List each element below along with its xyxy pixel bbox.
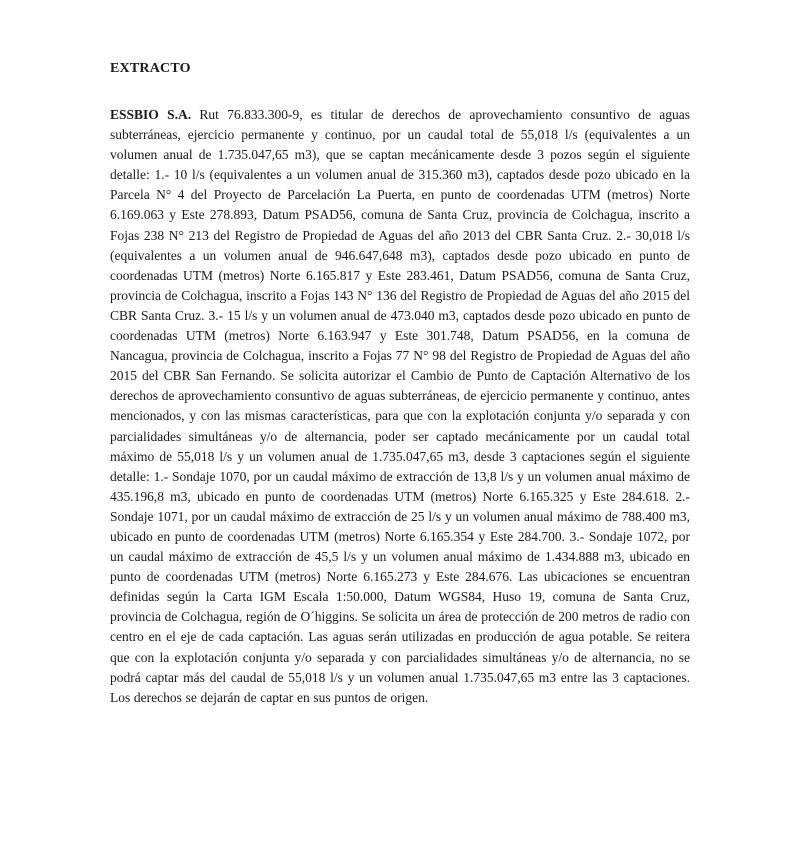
company-name: ESSBIO S.A. (110, 107, 192, 122)
document-paragraph (110, 105, 690, 708)
paragraph-text: Rut 76.833.300-9, es titular de derechos de aprovechamiento consuntivo de aguas subterráneas, ejercicio permanente y continuo, por un caudal total de 55,018 l/s (equivalentes a un volumen anual de 1.735.047,65 m3), que se captan mecánicamente desde 3 pozos según el siguiente detalle: 1.- 10 l/s (equivalentes a un volumen anual de 315.360 m3), captados desde pozo ubicado en la Parcela N° 4 del Proyecto de Parcelación La Puerta, en punto de coordenadas UTM (metros) Norte 6.169.063 y Este 278.893, Datum PSAD56, comuna de Santa Cruz, provincia de Colchagua, inscrito a Fojas 238 N° 213 del Registro de Propiedad de Aguas del año 2013 del CBR Santa Cruz. 2.- 30,018 l/s (equivalentes a un volumen anual de 946.647,648 m3), captados desde pozo ubicado en punto de coordenadas UTM (metros) Norte 6.165.817 y Este 283.461, Datum PSAD56, comuna de Santa Cruz, provincia de Colchagua, inscrito a Fojas 143 N° 136 del Registro de Propiedad de Aguas del año 2015 del CBR Santa Cruz. 3.- 15 l/s y un volumen anual de 473.040 m3, captados desde pozo ubicado en punto de coordenadas UTM (metros) Norte 6.163.947 y Este 301.748, Datum PSAD56, en la comuna de Nancagua, provincia de Colchagua, inscrito a Fojas 77 N° 98 del Registro de Propiedad de Aguas del año 2015 del CBR San Fernando. Se solicita autorizar el Cambio de Punto de Captación Alternativo de los derechos de aprovechamiento consuntivo de aguas subterráneas, de ejercicio permanente y continuo, antes mencionados, y con las mismas características, para que con la explotación conjunta y/o separada y con parcialidades simultáneas y/o de alternancia, poder ser captado mecánicamente por un caudal total máximo de 55,018 l/s y un volumen anual de 1.735.047,65 m3, desde 3 captaciones según el siguiente detalle: 1.- Sondaje 1070, por un caudal máximo de extracción de 13,8 l/s y un volumen anual máximo de 435.196,8 m3, ubicado en punto de coordenadas UTM (metros) Norte 6.165.325 y Este 284.618. 2.- Sondaje 1071, por un caudal máximo de extracción de 25 l/s y un volumen anual máximo de 788.400 m3, ubicado en punto de coordenadas UTM (metros) Norte 6.165.354 y Este 284.700. 3.- Sondaje 1072, por un caudal máximo de extracción de 45,5 l/s y un volumen anual máximo de 1.434.888 m3, ubicado en punto de coordenadas UTM (metros) Norte 6.165.273 y Este 284.676. Las ubicaciones se encuentran definidas según la Carta IGM Escala 1:50.000, Datum WGS84, Huso 19, comuna de Santa Cruz, provincia de Colchagua, región de O´higgins. Se solicita un área de protección de 200 metros de radio con centro en el eje de cada captación. Las aguas serán utilizadas en producción de agua potable. Se reitera que con la explotación conjunta y/o separada y con parcialidades simultáneas y/o de alternancia, no se podrá captar más del caudal de 55,018 l/s y un volumen anual 1.735.047,65 m3 entre las 3 captaciones. Los derechos se dejarán de captar en sus puntos de origen. (110, 107, 691, 705)
document-title: EXTRACTO (110, 61, 191, 76)
